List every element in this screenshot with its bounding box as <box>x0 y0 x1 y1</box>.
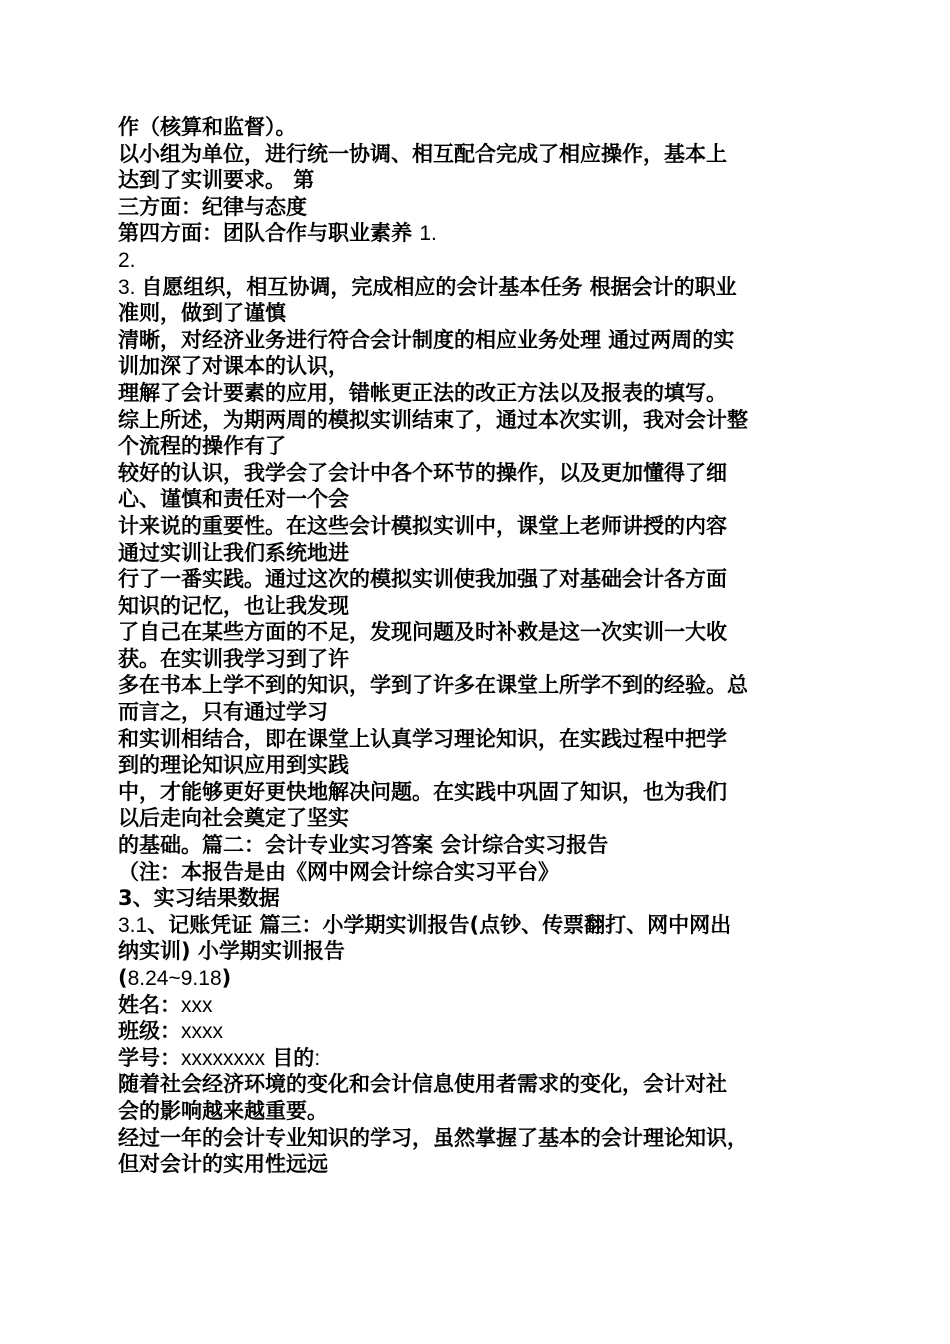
text-run: 中，才能够更好更快地解决问题。在实践中巩固了知识，也为我们 <box>118 779 727 804</box>
text-line <box>118 1098 838 1125</box>
text-line <box>118 1071 838 1098</box>
text-run: 随着社会经济环境的变化和会计信息使用者需求的变化，会计对社 <box>118 1072 727 1097</box>
text-run: 1. <box>419 222 437 246</box>
text-run: 班级： <box>118 1019 181 1044</box>
text-run: 理解了会计要素的应用，错帐更正法的改正方法以及报表的填写。 <box>118 380 727 405</box>
text-line <box>118 566 838 593</box>
text-line <box>118 593 838 620</box>
text-run: 获。在实训我学习到了许 <box>118 646 349 671</box>
text-run: ( <box>118 966 128 990</box>
text-line <box>118 912 838 939</box>
text-run: 以小组为单位，进行统一协调、相互配合完成了相应操作，基本上 <box>118 141 727 166</box>
text-run: 经过一年的会计专业知识的学习，虽然掌握了基本的会计理论知识， <box>118 1125 748 1150</box>
text-line <box>118 779 838 806</box>
text-run: 到的理论知识应用到实践 <box>118 753 349 778</box>
text-run: ) <box>221 966 232 990</box>
text-run: 准则，做到了谨慎 <box>118 301 286 326</box>
text-run: 多在书本上学不到的知识，学到了许多在课堂上所学不到的经验。总 <box>118 673 748 698</box>
text-line <box>118 646 838 673</box>
text-run: : <box>314 1046 321 1070</box>
text-run: 较好的认识，我学会了会计中各个环节的操作，以及更加懂得了细 <box>118 460 727 485</box>
text-run: 3.1 <box>118 913 148 937</box>
text-line <box>118 1018 838 1045</box>
text-run: xxx <box>181 993 213 1017</box>
text-line <box>118 885 838 912</box>
text-run: 3. <box>118 275 142 299</box>
text-line <box>118 220 838 247</box>
text-line <box>118 1125 838 1152</box>
text-run: 通过实训让我们系统地进 <box>118 540 349 565</box>
text-line <box>118 194 838 221</box>
text-line <box>118 832 838 859</box>
text-line <box>118 167 838 194</box>
text-run: 综上所述，为期两周的模拟实训结束了，通过本次实训，我对会计整 <box>118 407 748 432</box>
text-run: 计来说的重要性。在这些会计模拟实训中，课堂上老师讲授的内容 <box>118 513 727 538</box>
text-run: 心、谨慎和责任对一个会 <box>118 487 349 512</box>
text-line <box>118 752 838 779</box>
text-run: 和实训相结合，即在课堂上认真学习理论知识，在实践过程中把学 <box>118 726 727 751</box>
text-run: 三方面：纪律与态度 <box>118 194 307 219</box>
text-run: 作（核算和监督）。 <box>118 115 297 139</box>
text-run: 行了一番实践。通过这次的模拟实训使我加强了对基础会计各方面 <box>118 567 727 592</box>
text-line <box>118 274 838 301</box>
text-run: 知识的记忆，也让我发现 <box>118 593 349 618</box>
text-run: 自愿组织，相互协调，完成相应的会计基本任务 根据会计的职业 <box>141 274 737 299</box>
text-run: 而言之，只有通过学习 <box>118 700 328 725</box>
text-run: （注：本报告是由《网中网会计综合实习平台》 <box>118 859 559 884</box>
text-line <box>118 407 838 434</box>
text-line <box>118 353 838 380</box>
text-run: 、记账凭证 篇三：小学期实训报告(点钞、传票翻打、网中网出 <box>147 912 732 937</box>
text-run: 以后走向社会奠定了坚实 <box>118 806 349 831</box>
text-line <box>118 486 838 513</box>
text-line <box>118 114 838 141</box>
text-line <box>118 938 838 965</box>
text-line <box>118 513 838 540</box>
text-run: 目的 <box>265 1045 315 1070</box>
text-run: 了自己在某些方面的不足，发现问题及时补救是这一次实训一大收 <box>118 620 727 645</box>
text-line <box>118 992 838 1019</box>
text-run: 纳实训) 小学期实训报告 <box>118 939 345 964</box>
text-run: xxxx <box>181 1020 223 1044</box>
text-run: 会的影响越来越重要。 <box>118 1098 328 1123</box>
text-line <box>118 699 838 726</box>
text-line <box>118 1151 838 1178</box>
text-run: 清晰，对经济业务进行符合会计制度的相应业务处理 通过两周的实 <box>118 327 735 352</box>
text-line <box>118 433 838 460</box>
text-run: 8.24~9.18 <box>127 967 222 990</box>
text-run: 训加深了对课本的认识， <box>118 354 349 379</box>
text-line <box>118 672 838 699</box>
document-body <box>118 114 838 1178</box>
text-line <box>118 247 838 274</box>
text-line <box>118 805 838 832</box>
text-line <box>118 619 838 646</box>
text-line <box>118 859 838 886</box>
text-run: 但对会计的实用性远远 <box>118 1152 328 1177</box>
text-run: 姓名： <box>118 992 181 1017</box>
text-line <box>118 141 838 168</box>
text-line <box>118 327 838 354</box>
text-line <box>118 965 838 992</box>
text-line <box>118 1045 838 1072</box>
text-run: 2. <box>118 248 136 272</box>
text-run: 的基础。篇二：会计专业实习答案 会计综合实习报告 <box>118 833 609 858</box>
text-line <box>118 300 838 327</box>
text-run: 个流程的操作有了 <box>118 434 286 459</box>
text-run: 达到了实训要求。 第 <box>118 168 315 193</box>
text-run: 第四方面：团队合作与职业素养 <box>118 221 420 246</box>
text-line <box>118 460 838 487</box>
text-line <box>118 380 838 407</box>
text-run: 学号： <box>118 1045 181 1070</box>
text-line <box>118 726 838 753</box>
text-run: 3、实习结果数据 <box>118 886 280 911</box>
text-line <box>118 540 838 567</box>
text-run: xxxxxxxx <box>181 1046 265 1070</box>
